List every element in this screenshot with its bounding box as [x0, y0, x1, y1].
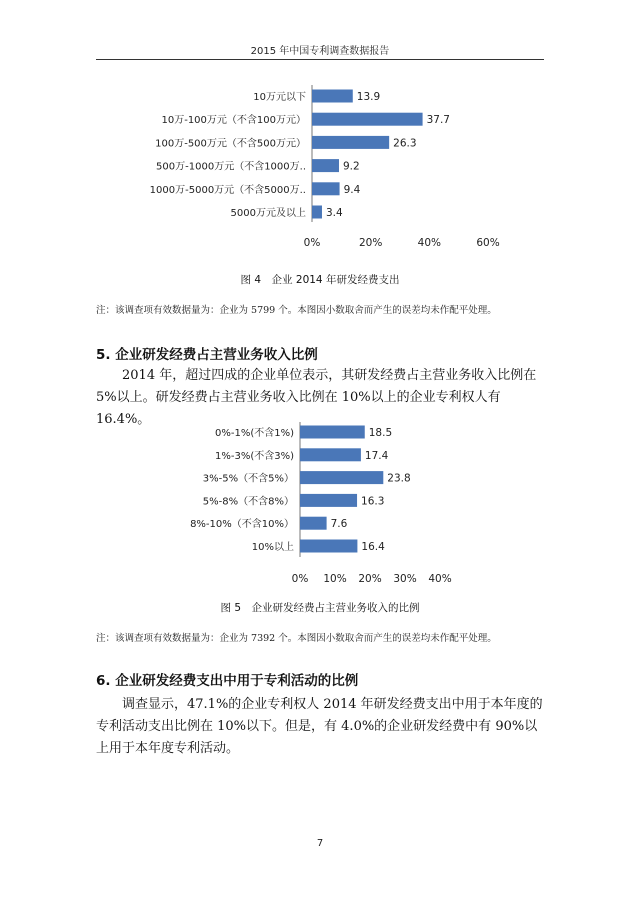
category-label-0-2: 100万-500万元（不含500万元） [155, 138, 306, 150]
value-label-1-5: 16.4 [361, 541, 385, 553]
bar-1-3 [300, 494, 357, 507]
figure5-note: 注：该调查项有效数据量为：企业为 7392 个。本图因小数取舍而产生的误差均未作配平处理。 [96, 633, 497, 644]
bar-1-2 [300, 471, 383, 484]
category-label-1-3: 5%-8%（不含8%） [202, 496, 294, 508]
value-label-0-5: 3.4 [325, 207, 343, 219]
value-label-0-2: 26.3 [393, 137, 417, 150]
value-label-1-0: 18.5 [368, 427, 393, 439]
category-label-0-1: 10万-100万元（不含100万元） [161, 115, 306, 127]
value-label-1-4: 7.6 [330, 518, 348, 531]
section5-heading: 5. 企业研发经费占主营业务收入比例 [96, 347, 318, 363]
x-tick-label-0-2: 40% [417, 237, 442, 249]
x-tick-label-1-3: 30% [393, 573, 417, 585]
category-label-0-5: 5000万元及以上 [230, 208, 306, 219]
x-tick-label-0-3: 60% [476, 237, 500, 249]
section5-paragraph: 2014 年，超过四成的企业单位表示，其研发经费占主营业务收入比例在 5%以上。研发经费占主营业务收入比例在 10%以上的企业专利权人有 16.4%。 [96, 368, 537, 427]
section6-heading: 6. 企业研发经费支出中用于专利活动的比例 [96, 673, 359, 689]
category-label-1-2: 3%-5%（不含5%） [202, 473, 294, 485]
bar-0-3 [312, 159, 339, 172]
bar-0-4 [312, 182, 340, 195]
figure4-caption: 图 4 企业 2014 年研发经费支出 [240, 274, 400, 286]
value-label-0-4: 9.4 [343, 183, 361, 196]
x-tick-label-1-1: 10% [323, 573, 347, 585]
x-tick-label-0-1: 20% [358, 237, 383, 249]
category-label-0-4: 1000万-5000万元（不含5000万.. [149, 184, 306, 196]
bar-1-5 [300, 540, 357, 553]
figure5-caption: 图 5 企业研发经费占主营业务收入的比例 [220, 602, 420, 614]
category-label-1-1: 1%-3%(不含3%) [214, 450, 294, 462]
category-label-1-4: 8%-10%（不含10%） [190, 519, 294, 531]
x-tick-label-1-2: 20% [358, 573, 382, 585]
x-tick-label-0-0: 0% [303, 237, 321, 249]
bar-1-1 [300, 448, 361, 461]
bar-0-0 [312, 90, 353, 103]
bar-0-1 [312, 113, 423, 126]
x-tick-label-1-0: 0% [291, 573, 309, 585]
page-number: 7 [316, 838, 324, 849]
value-label-0-3: 9.2 [342, 160, 360, 173]
bar-1-4 [300, 517, 327, 530]
value-label-1-1: 17.4 [364, 449, 389, 462]
running-header: 2015 年中国专利调查数据报告 [250, 46, 390, 57]
category-label-1-5: 10%以上 [251, 542, 294, 553]
x-tick-label-1-4: 40% [428, 573, 452, 585]
section6-paragraph: 调查显示，47.1%的企业专利权人 2014 年研发经费支出中用于本年度的专利活动支出比例在 10%以下。但是，有 4.0%的企业研发经费中有 90%以上用于本年度专利活动。 [96, 697, 543, 756]
value-label-0-1: 37.7 [426, 114, 450, 127]
category-label-0-0: 10万元以下 [253, 92, 306, 103]
value-label-1-2: 23.8 [387, 472, 411, 485]
category-label-1-0: 0%-1%(不含1%) [214, 428, 294, 439]
bar-0-2 [312, 136, 389, 149]
bar-0-5 [312, 206, 322, 219]
value-label-1-3: 16.3 [361, 495, 385, 508]
category-label-0-3: 500万-1000万元（不含1000万.. [156, 161, 306, 173]
value-label-0-0: 13.9 [356, 91, 381, 103]
figure4-note: 注：该调查项有效数据量为：企业为 5799 个。本图因小数取舍而产生的误差均未作配平处理。 [96, 305, 497, 316]
